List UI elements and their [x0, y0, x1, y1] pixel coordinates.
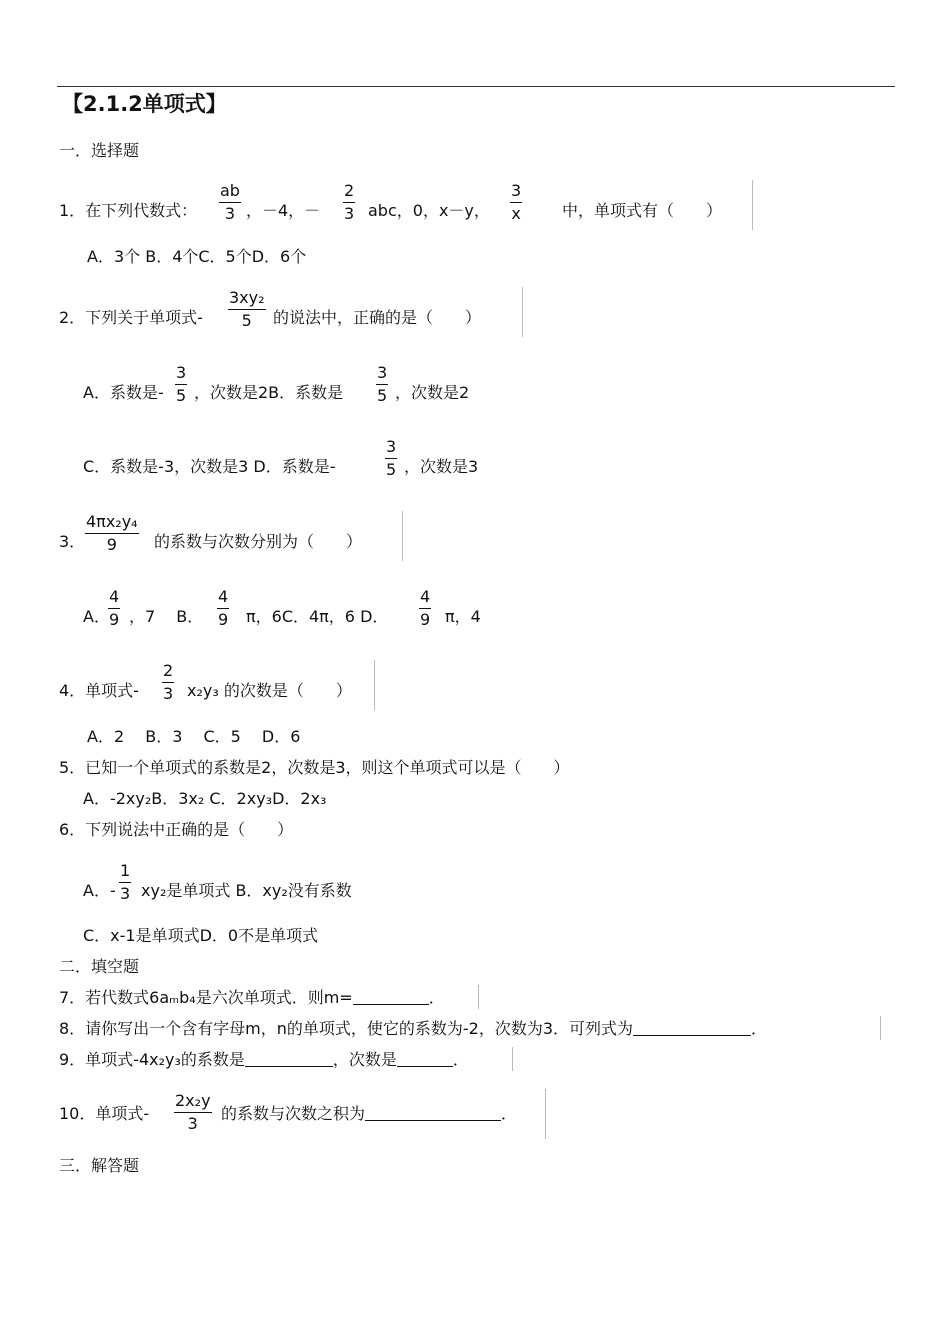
q3-margin-bar [402, 511, 403, 561]
q2-optB-numerator: 3 [377, 363, 388, 382]
q3-prefix: 3． [59, 532, 86, 551]
q1-f2-denominator: 3 [344, 204, 355, 223]
q6-optA-post: xy₂是单项式 B．xy₂没有系数 [141, 881, 352, 900]
q3-optD-numerator: 4 [420, 587, 431, 606]
q3-suffix: 的系数与次数分别为（ ） [154, 532, 363, 551]
q2-margin-bar [522, 287, 523, 337]
section-heading-choice: 一．选择题 [59, 141, 140, 160]
q2-optA-denominator: 5 [176, 386, 187, 405]
q10-f-numerator: 2x₂y [175, 1091, 211, 1110]
q1-prefix: 1．在下列代数式： [59, 201, 198, 220]
q3-optA-post: ，7 B． [129, 607, 204, 626]
page-title: 【2.1.2单项式】 [62, 92, 227, 116]
q3-optB-denominator: 9 [218, 610, 229, 629]
q1-suffix: 中，单项式有（ ） [562, 201, 723, 220]
q10-line [221, 1106, 517, 1122]
q1-f3-denominator: x [511, 204, 521, 223]
q9-end: ． [452, 1050, 469, 1069]
q2-f-denominator: 5 [228, 309, 266, 329]
q8-end: ． [751, 1019, 768, 1038]
q2-optD-fraction [385, 439, 397, 478]
q1-fraction-3-x [510, 183, 522, 222]
q2-optD-post: ，次数是3 [404, 457, 479, 476]
q6-optC: C．x-1是单项式D．0不是单项式 [83, 926, 319, 945]
q8-text: 8．请你写出一个含有字母m，n的单项式，使它的系数为-2，次数为3．可列式为 [59, 1019, 634, 1038]
q3-optA-denominator: 9 [109, 610, 120, 629]
q1-fraction-2-3 [343, 183, 355, 222]
q4-prefix: 4．单项式- [59, 681, 139, 700]
q2-optC: C．系数是-3，次数是3 D．系数是- [83, 457, 336, 476]
q2-optB-fraction [376, 365, 388, 404]
top-rule [57, 86, 895, 87]
q10-answer-blank[interactable] [365, 1106, 501, 1121]
q8-margin-bar [880, 1016, 881, 1040]
q8-answer-blank[interactable] [633, 1021, 751, 1036]
q6-text: 6．下列说法中正确的是（ ） [59, 820, 294, 839]
q1-f1-numerator: ab [220, 181, 240, 200]
q1-options: A．3个 B．4个C．5个D．6个 [87, 247, 307, 266]
q4-options: A．2 B．3 C．5 D．6 [87, 727, 301, 746]
q3-optB-numerator: 4 [218, 587, 229, 606]
q9-line [59, 1052, 469, 1068]
q1-mid2: abc，0，x－y， [368, 201, 490, 220]
q7-line [59, 990, 445, 1006]
q4-margin-bar [374, 660, 375, 710]
q10-f-denominator: 3 [174, 1112, 212, 1132]
q2-fraction-monomial [228, 290, 266, 329]
q1-mid1: ，－4，－ [246, 201, 321, 220]
section-heading-answer: 三．解答题 [59, 1156, 140, 1175]
q3-optA-fraction [108, 589, 120, 628]
q9-text: 9．单项式-4x₂y₃的系数是 [59, 1050, 245, 1069]
q2-optB-denominator: 5 [377, 386, 388, 405]
q10-fraction-monomial [174, 1093, 212, 1132]
q2-optA-numerator: 3 [176, 363, 187, 382]
q4-f-denominator: 3 [163, 684, 174, 703]
q1-f3-numerator: 3 [511, 181, 522, 200]
q2-suffix: 的说法中，正确的是（ ） [273, 308, 482, 327]
q10-prefix: 10．单项式- [59, 1104, 150, 1123]
q5-text: 5．已知一个单项式的系数是2，次数是3，则这个单项式可以是（ ） [59, 758, 570, 777]
q7-margin-bar [478, 985, 479, 1009]
q4-f-numerator: 2 [163, 661, 174, 680]
q9-coefficient-blank[interactable] [245, 1052, 333, 1067]
q6-optA-prefix: A．- [83, 881, 116, 900]
q3-optA-numerator: 4 [109, 587, 120, 606]
q9-mid: ，次数是 [332, 1050, 397, 1069]
q3-optB-post: π，6C．4π，6 D． [246, 607, 389, 626]
q3-optA-prefix: A． [83, 607, 110, 626]
q8-line [59, 1021, 767, 1037]
q2-f-numerator: 3xy₂ [229, 288, 265, 307]
q3-optD-denominator: 9 [420, 610, 431, 629]
q3-optD-fraction [419, 589, 431, 628]
q1-margin-bar [752, 180, 753, 230]
q2-optA-prefix: A．系数是- [83, 383, 164, 402]
q2-optA-fraction [175, 365, 187, 404]
q7-answer-blank[interactable] [353, 990, 429, 1005]
q3-f-denominator: 9 [85, 533, 139, 553]
q9-degree-blank[interactable] [397, 1052, 453, 1067]
q2-prefix: 2．下列关于单项式- [59, 308, 203, 327]
q1-f2-numerator: 2 [344, 181, 355, 200]
q2-optD-numerator: 3 [386, 437, 397, 456]
q3-optD-post: π，4 [445, 607, 481, 626]
q2-optA-post: ，次数是2B．系数是 [194, 383, 344, 402]
q7-end: ． [428, 988, 445, 1007]
q7-text: 7．若代数式6aₘb₄是六次单项式．则m= [59, 988, 353, 1007]
q6-optA-fraction [119, 863, 131, 902]
section-heading-fill: 二．填空题 [59, 957, 140, 976]
q9-margin-bar [512, 1047, 513, 1071]
q3-optB-fraction [217, 589, 229, 628]
q2-optB-post: ，次数是2 [395, 383, 470, 402]
q4-fraction-2-3 [162, 663, 174, 702]
q5-options: A．-2xy₂B．3x₂ C．2xy₃D．2x₃ [83, 789, 327, 808]
q6-optA-denominator: 3 [120, 884, 131, 903]
q3-f-numerator: 4πx₂y₄ [86, 512, 138, 531]
q1-fraction-ab-3 [219, 183, 241, 222]
q4-suffix: x₂y₃ 的次数是（ ） [187, 681, 352, 700]
q2-optD-denominator: 5 [386, 460, 397, 479]
q1-f1-denominator: 3 [219, 202, 241, 222]
q10-text: 的系数与次数之积为 [221, 1104, 366, 1123]
q3-fraction-monomial [85, 514, 139, 553]
q6-optA-numerator: 1 [120, 861, 131, 880]
q10-end: ． [501, 1104, 518, 1123]
q10-margin-bar [545, 1089, 546, 1139]
